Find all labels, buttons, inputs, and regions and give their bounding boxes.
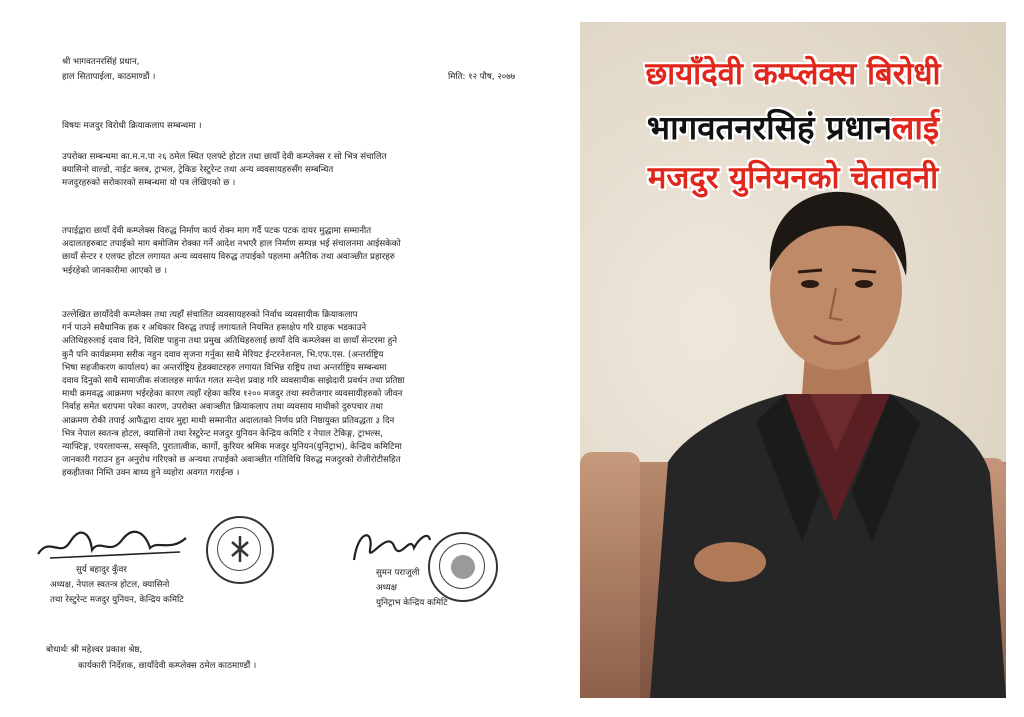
recipient-name: श्री भागवतनरसिंहं प्रधान, <box>62 57 140 67</box>
paragraph-line: भिषा सहजीकरण कार्यालय) का अन्तर्राष्ट्रिय हेडक्वाटरहरु लगायत विभिन्न राष्ट्रिय तथा अन्तर्राष्ट्रिय सम्बन्धमा <box>62 362 387 373</box>
paragraph-line: निर्वाह समेत धरापमा परेका कारण, उपरोक्त अवाञ्छीत क्रियाकलाप तथा व्यवसाय माथीको दुरुपचार तथा <box>62 402 383 413</box>
paragraph-line: अदालतहरुबाट तपाईको माग बमोजिम रोक्का गर्ने आदेश नभएरै हाल निर्माण सम्पन्न भई संचालनमा आईसकेको <box>62 239 401 250</box>
signature-2 <box>344 520 434 568</box>
paragraph-line: भित्र नेपाल स्वतन्त्र होटल, क्यासिनो तथा रेस्टुरेन्ट मजदुर युनियन केन्द्रिय कमिटि र नेपाल टेकिङ्ग, ट्राभल्स, <box>62 428 383 439</box>
paragraph-line: उपरोक्त सम्बन्धमा का.म.न.पा २६ ठमेल स्थित एलफ्टे होटल तथा छायाँ देवी कम्प्लेक्स र सो भित्र संचालित <box>62 152 387 162</box>
paragraph-line: दवाव दिनुको साथै सामाजीक संजालहरु मार्फत गलत सन्देश प्रवाह गरि व्यवसायीक साझेदारी प्रवर्धन तथा प्रतिष्ठा <box>62 376 405 387</box>
signatory-1-title: अध्यक्ष, नेपाल स्वतन्त्र होटल, क्यासिनो <box>50 580 170 590</box>
signatory-2-title: अध्यक्ष <box>376 583 397 593</box>
union-stamp-2 <box>428 532 498 602</box>
paragraph-line: गर्न पाउने सवैधानिक हक र अधिकार विरुद्ध तपाई लगायतले नियमित हस्तक्षेप गरि ग्राहक भडकाउने <box>62 323 367 334</box>
poster-title-name: भागवतनरसिहं प्रधान <box>646 108 892 147</box>
emblem-icon <box>226 534 254 564</box>
letter-subject: विषयः मजदुर विरोधी क्रियाकलाप सम्बन्धमा । <box>62 121 202 131</box>
signatory-1-name: सुर्य बहादुर कुँवर <box>76 565 127 575</box>
recipient-address: हाल सितापाईला, काठमाण्डौं । <box>62 72 156 82</box>
signature-1 <box>30 528 190 564</box>
paragraph-line: क्यासिनो वाल्डो, नाईट क्लब, ट्राभल, ट्रेकिङ रेस्टुरेन्ट तथा अन्य व्यवसायहरुसँग सम्बन्धित <box>62 165 334 176</box>
signatory-2-name: सुमन पराजुली <box>376 568 420 578</box>
paragraph-line: छायाँ सेन्टर र एलफ्ट होटल लगायत अन्य व्यवसाय विरुद्ध तपाईको पहलमा अनैतिक तथा अवाञ्छीत प्रहारहरु <box>62 252 395 263</box>
cc-recipient: बोधार्थः श्री महेश्वर प्रकाश श्रेष्ठ, <box>46 645 143 655</box>
paragraph-line: अतिथिहरुलाई दवाव दिने, विशिष्ट पाहुना तथा प्रमुख अतिथिहरुलाई छायाँ देवि कम्प्लेक्स वा छायाँ सेन्टरमा हुने <box>62 336 398 347</box>
paragraph-2 <box>62 225 548 278</box>
poster-panel <box>580 22 1006 698</box>
paragraph-line: जानकारी गराउन हुन अनुरोध गरिएको छ अन्यथा तपाईको अवाञ्छीत गतिविधि विरुद्ध मजदुरको रोजीरोटीसहित <box>62 455 401 466</box>
signatory-2-committee: युनिट्राभ केन्द्रिय कमिटि <box>376 598 448 608</box>
poster-title-line-3: मजदुर युनियनको चेतावनी <box>647 160 939 196</box>
cc-designation: कार्यकारी निर्देशक, छायाँदेवी कम्प्लेक्स ठमेल काठमाण्डौं । <box>78 661 257 671</box>
paragraph-3 <box>62 309 548 481</box>
globe-icon <box>451 555 475 579</box>
letter-date: मिति: १२ पौष, २०७७ <box>448 72 516 82</box>
paragraph-line: आक्रमण रोकी तपाई आफैद्वारा दायर मुद्दा माथी सम्मानीत अदालतको निर्णय प्रति निष्ठायुक्त प्रतिवद्धता ३ दिन <box>62 415 395 426</box>
signatory-1-union: तथा रेस्टुरेन्ट मजदुर युनियन, केन्द्रिय कमिटि <box>50 595 184 605</box>
poster-title-suffix: लाई <box>891 108 940 147</box>
poster-title-line-1: छायाँदेवी कम्प्लेक्स बिरोधी <box>645 56 941 92</box>
paragraph-line: हकहीतका निम्ति उक्न बाध्य हुने व्यहोरा अवगत गराईन्छ । <box>62 468 240 479</box>
union-stamp-1 <box>206 516 274 584</box>
poster-title-line-2 <box>580 104 1006 149</box>
paragraph-line: कुनै पनि कार्यक्रममा सरीक नहुन दवाव सृजना गर्नुका साथै मेरियट ईन्टरनेशनल, भि.एफ.एस. (अन्तर्राष्ट्रिय <box>62 349 384 360</box>
paragraph-line: मजदुरहरुको सरोकारको सम्बन्धमा यो पत्र लेखिएको छ । <box>62 178 236 189</box>
paragraph-line: तपाईद्वारा छायाँ देवी कम्प्लेक्स विरुद्ध निर्माण कार्य रोक्न माग गर्दै पटक पटक दायर मुद्धामा सम्मानीत <box>62 226 372 236</box>
paragraph-line: भईरहेको जानकारीमा आएको छ । <box>62 265 168 276</box>
paragraph-line: न्याफ्टिङ्ग, एयरलायन्स, सस्कृति, पुरातात्वीक, कार्गो, कुरियर श्रमिक मजदुर युनियन(युनिट्राभ), केन्द्रिय कमिटिमा <box>62 442 402 453</box>
paragraph-line: माथी क्रमवद्ध आक्रमण भईरहेका कारण त्यहाँ रहेका करिव १२०० मजदुर तथा स्वरोजगार व्यवसायीहरुको जीवन <box>62 389 403 400</box>
paragraph-line: उल्लेखित छायाँदेवी कम्प्लेक्स तथा त्यहाँ संचालित व्यवसायहरुको निर्वाध व्यवसायीक क्रियाकलाप <box>62 310 358 320</box>
paragraph-1 <box>62 151 548 191</box>
